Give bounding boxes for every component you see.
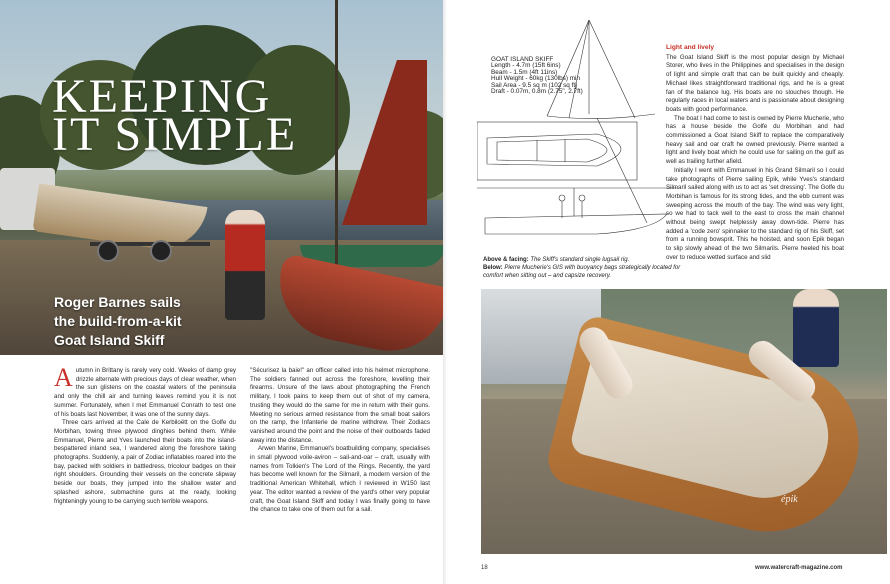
section-heading: Light and lively — [666, 44, 714, 51]
standfirst-line: Goat Island Skiff — [54, 332, 165, 348]
paragraph: "Sécurisez la baie!" an officer called into his helmet microphone. The soldiers fanned out across the foreshore, levelling their firearms. Unsure of the laws about photographing the French military, I took pains to keep them out of shot of my camera, trusting they would do the same for me in return with their guns. Meeting no serious armed resistance from the small boat sailors on the ramp, the Infanterie de marine withdrew. Their Zodiacs vanished around the point and the noise of their outboards faded away into the distance. — [250, 367, 430, 444]
paragraph: The boat I had come to test is owned by Pierre Mucherie, who has a house beside the Golfe du Morbihan and had commissioned a Goat Island Skiff to replace the comparatively heavy sail and oar craft he owned previously. Pierre wanted a light and lively boat which he could use for sailing on the gulf as well as trailing further afield. — [666, 114, 844, 166]
standfirst-line: Roger Barnes sails — [54, 294, 181, 310]
specification-block — [491, 57, 583, 95]
boat-name: épik — [781, 494, 798, 505]
spec-line: Draft - 0.07m, 0.8m (2.75", 2.7ft) — [491, 88, 583, 96]
body-column-2 — [250, 367, 430, 515]
body-column-1 — [54, 363, 236, 506]
spec-line: Length - 4.7m (15ft 6ins) — [491, 62, 561, 70]
spec-name: GOAT ISLAND SKIFF — [491, 56, 554, 63]
photo-caption — [483, 256, 683, 280]
website-url: www.watercraft-magazine.com — [755, 565, 843, 571]
paragraph: Autumn in Brittany is rarely very cold. Weeks of damp grey drizzle alternate with precious days of clear weather, when the sun glistens on the coastal waters of the peninsula and only the chill air and turning leaves remind you it is not summer. Fortunately, when I met Emmanuel Conrath to test one of his boats last November, it was one of the sunny days. — [54, 363, 236, 418]
sail-plan-diagram — [477, 18, 677, 255]
spec-line: Hull Weight - 60kg (130lbs) min — [491, 75, 581, 83]
drop-cap: A — [54, 363, 73, 392]
title-line: IT SIMPLE — [52, 108, 298, 161]
right-page — [447, 0, 890, 584]
caption-label: Above & facing: — [483, 257, 529, 263]
standfirst-line: the build-from-a-kit — [54, 313, 182, 329]
paragraph: Initially I went with Emmanuel in his Grand Silmaril so I could take photographs of Pierre sailing Epik, while Yves's standard Silmaril sailed along with us to act as 'set dressing'. The Golfe du Morbihan is famous for its strong tides, and the ebb current was sweeping across the mouth of the bay. The wind was very light, so we had to tack well to the east to cross the main channel without being swept helplessly away down-tide. Pierre has added a 'code zero' spinnaker to the standard rig of his Skiff, set from a running bowsprit. This he hoisted, and soon Epik began to slip slowly ahead of the two Silmarils. Pierre heeled his boat over to reduce wetted surface and slid — [666, 166, 844, 261]
caption-text: The Skiff's standard single lugsail rig. — [530, 257, 630, 263]
title-line: KEEPING — [52, 70, 272, 123]
caption-label: Below: — [483, 265, 503, 271]
body-column-3 — [666, 44, 844, 263]
skiff-photo — [481, 289, 887, 554]
article-title — [52, 70, 298, 161]
page-number: 18 — [481, 565, 488, 571]
caption-text: Pierre Mucherie's GIS with buoyancy bags strategically located for comfort when sitting out – and capsize recovery. — [483, 265, 681, 279]
paragraph: Three cars arrived at the Cale de Kerbiloëtt on the Golfe du Morbihan, towing three plywood dinghies behind them. While Emmanuel, Pierre and Yves launched their boats into the island-bespattered inland sea, I wandered along the foreshore taking photographs. Suddenly, a pair of Zodiac inflatables roared into the bay, packed with soldiers in battledress, tricolour badges on their right shoulders. Grounding their vessels on the concrete slipway beside our boats, they jumped into the shallow water and splashed ashore, submachine guns at the ready, looking frighteningly young to be carrying such terrible weapons. — [54, 419, 236, 505]
standfirst — [54, 293, 182, 350]
spec-line: Sail Area - 9.5 sq m (102 sq ft) — [491, 81, 578, 89]
paragraph: The Goat Island Skiff is the most popular design by Michael Storer, who lives in the Philippines and specialises in the design of light and simple craft that can be built quickly and cheaply. Michael likes straightforward traditional rigs, and he is a great fan of the balance lug. His boats are no slouches though. He regularly races in local waters and is passionate about designing boats with good performance. — [666, 53, 844, 113]
paragraph: Arwen Marine, Emmanuel's boatbuilding company, specialises in small plywood voile-aviron – sail-and-oar – craft, usually with names from Tolkien's The Lord of the Rings. Recently, the yard has become well known for the Silmaril, a modern version of the traditional American Whitehall, which I reviewed in W150 last year. The editor wanted a review of the yard's other very popular craft, the Goat Island Skiff and today I was finally going to have the chance to take one of them out for a sail. — [250, 445, 430, 514]
spec-line: Beam - 1.5m (4ft 11ins) — [491, 68, 558, 76]
